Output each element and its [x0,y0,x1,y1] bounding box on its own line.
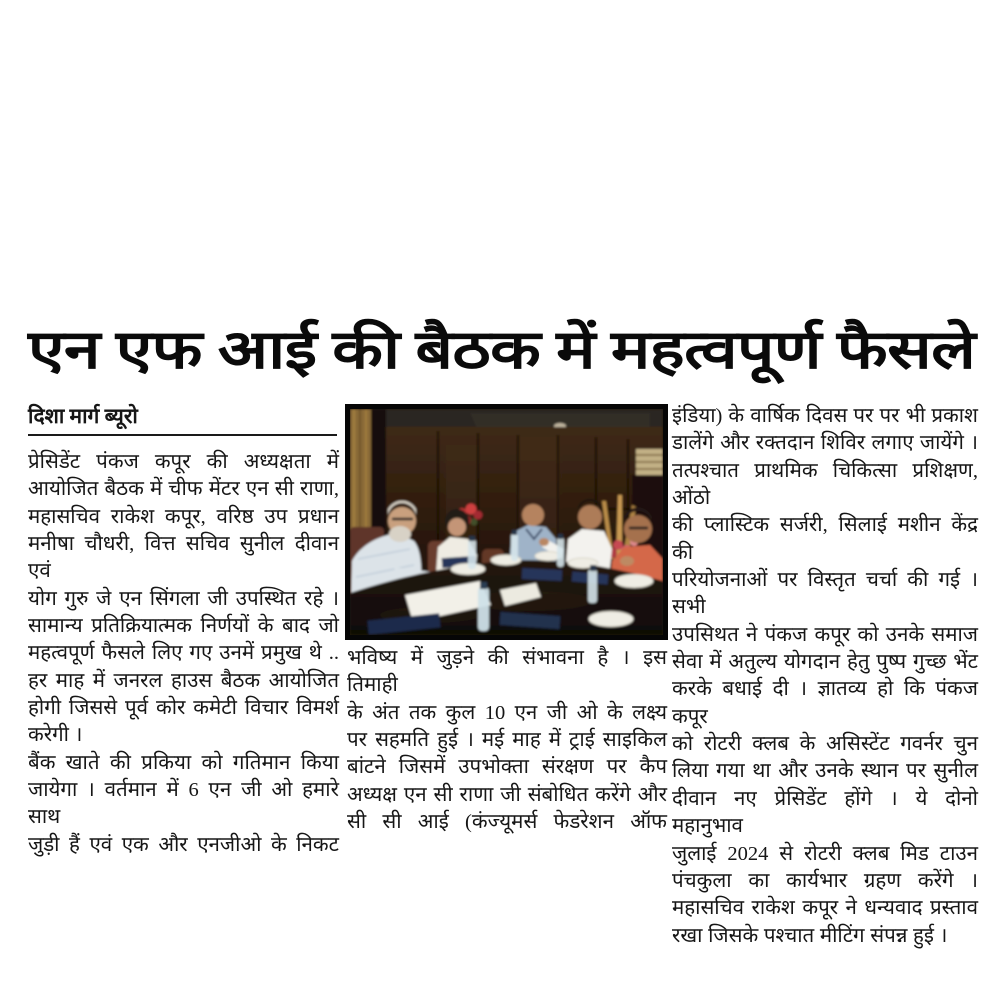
article-text-line: दीवान नए प्रेसिडेंट होंगे । ये दोनो महानुभाव [672,787,978,838]
article-text-line: महासचिव राकेश कपूर ने धन्यवाद प्रस्ताव [672,897,978,920]
article-text-line: होगी जिससे पूर्व कोर कमेटी विचार विमर्श [28,697,339,720]
article-text-line: मनीषा चौधरी, वित्त सचिव सुनील दीवान एवं [28,533,339,583]
article-column-middle [347,645,667,836]
article-text-line: तत्पश्चात प्राथमिक चिकित्सा प्रशिक्षण, ओंठो [672,459,978,510]
headline: एन एफ आई की बैठक में महत्वपूर्ण फैसले [28,320,976,380]
meeting-photo [345,404,668,640]
article-text-line: आयोजित बैठक में चीफ मेंटर एन सी राणा, [28,478,339,501]
article-text-line: हर माह में जनरल हाउस बैठक आयोजित [28,669,339,692]
article-text-line: बांटने जिसमें उपभोक्ता संरक्षण पर कैप [347,756,667,779]
article-text-line: पर सहमति हुई । मई माह में ट्राई साइकिल [347,729,667,752]
article-text-line: को रोटरी क्लब के असिस्टेंट गवर्नर चुन [672,733,978,756]
article-text-line: सी सी आई (कंज्यूमर्स फेडरेशन ऑफ [347,811,667,834]
article-text-line: पंचकुला का कार्यभार ग्रहण करेंगे । [672,869,978,892]
article-text-line: बैंक खाते की प्रकिया को गतिमान किया [28,751,339,774]
article-text-line: की प्लास्टिक सर्जरी, सिलाई मशीन केंद्र की [672,514,978,564]
article-text-line: रखा जिसके पश्चात मीटिंग संपन्न हुई । [672,924,948,947]
byline-divider [28,434,337,436]
article-text-line: उपसिथत ने पंकज कपूर को उनके समाज [672,623,978,646]
article-text-line: इंडिया) के वार्षिक दिवस पर पर भी प्रकाश [672,405,978,427]
article-text-line: लिया गया था और उनके स्थान पर सुनील [672,760,978,783]
article-text-line: डालेंगे और रक्तदान शिविर लगाए जायेंगे । [672,432,978,455]
article-text-line: के अंत तक कुल 10 एन जी ओ के लक्ष्य [347,701,667,724]
byline: दिशा मार्ग ब्यूरो [28,404,138,428]
article-text-line: प्रेसिडेंट पंकज कपूर की अध्यक्षता में [28,451,339,473]
article-text-line: सामान्य प्रतिक्रियात्मक निर्णयों के बाद जो [28,615,339,638]
article-text-line: योग गुरु जे एन सिंगला जी उपस्थित रहे । [28,587,339,610]
article-text-line: महासचिव राकेश कपूर, वरिष्ठ उप प्रधान [28,505,339,528]
article-column-left [28,449,339,859]
article-text-line: सेवा में अतुल्य योगदान हेतु पुष्प गुच्छ भेंट [672,651,978,674]
article-text-line: महत्वपूर्ण फैसले लिए गए उनमें प्रमुख थे .. [28,642,339,665]
meeting-photo-illustration [350,409,663,635]
wall-vent [636,449,663,475]
article-text-line: करके बधाई दी । ज्ञातव्य हो कि पंकज कपूर [672,678,978,728]
article-column-right [672,403,978,950]
article-text-line: जुड़ी हैं एवं एक और एनजीओ के निकट [28,833,339,856]
article-text-line: जायेगा । वर्तमान में 6 एन जी ओ हमारे साथ [28,779,339,829]
article-text-line: अध्यक्ष एन सी राणा जी संबोधित करेंगे और [347,783,667,806]
article-text-line: परियोजनाओं पर विस्तृत चर्चा की गई । सभी [672,569,978,619]
article-text-line: करेगी । [28,724,83,747]
article-text-line: भविष्य में जुड़ने की संभावना है । इस तिमाही [347,647,667,697]
article-text-line: जुलाई 2024 से रोटरी क्लब मिड टाउन [672,842,978,865]
